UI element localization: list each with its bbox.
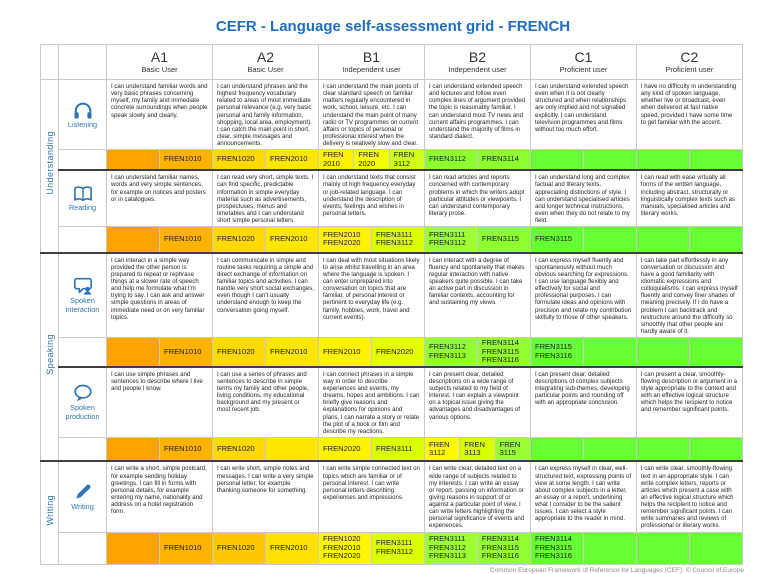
skill-empty-cell	[59, 338, 107, 367]
course-code: FREN	[358, 150, 379, 160]
course-code: 3112	[428, 448, 446, 458]
course-code: FREN1010	[163, 443, 202, 453]
level-header-a2	[212, 45, 318, 80]
course-code: 3115	[499, 448, 516, 458]
descriptor-cell-writing-c2: I can write clear, smoothly-flowing text in an appropriate style. I can write complex letters, reports or articles which present a case with an effective logical structure which helps the recipient to notice and remember significant points. I can write summaries and reviews of professional or literary works.	[636, 461, 742, 532]
descriptor-cell-writing-c1: I can express myself in clear, well-structured text, expressing points of view at some length. I can write about complex subjects in a letter, an essay or a report, underlining what I consider to be the salient issues. I can select a style appropriate to the reader in mind.	[530, 461, 636, 532]
level-user-type: Basic User	[247, 65, 284, 75]
skill-empty-cell	[59, 532, 107, 564]
course-code-cell	[159, 227, 212, 253]
course-code-cell	[636, 532, 689, 564]
course-code-cell	[530, 532, 583, 564]
course-code: FREN	[499, 439, 521, 449]
corner-skill-cell	[59, 45, 107, 80]
level-header-b2	[424, 45, 530, 80]
course-code-cell	[318, 227, 371, 253]
course-code: FREN1010	[163, 346, 202, 356]
course-code-cell	[159, 532, 212, 564]
course-code: FREN1010	[163, 234, 202, 244]
course-code-cell	[689, 338, 742, 367]
course-code: FREN2020	[375, 346, 414, 356]
skill-label: Writing	[71, 502, 94, 512]
course-code: FREN3112	[375, 547, 413, 557]
course-code: FREN2010	[269, 346, 308, 356]
course-code: FREN3113	[428, 551, 466, 561]
skill-empty-cell	[59, 437, 107, 461]
course-code-cell	[477, 338, 530, 367]
course-code: FREN3114	[534, 534, 572, 544]
course-code: FREN1020	[322, 534, 361, 544]
course-code-cell	[389, 150, 424, 171]
course-code: 3112	[393, 158, 410, 168]
descriptor-cell-spoken_production-a2: I can use a series of phrases and sentences to describe in simple terms my family and other people, living conditions, my educational background and my present or most recent job.	[212, 367, 318, 438]
grid-head	[41, 45, 743, 80]
skill-cell-listening	[59, 80, 107, 150]
course-code: FREN3113	[428, 350, 466, 360]
descriptor-cell-listening-b2: I can understand extended speech and lectures and follow even complex lines of argument provided the topic is reasonably familiar. I can understand most TV news and current affairs programmes. I can understand the majority of films in standard dialect.	[424, 80, 530, 150]
course-code-cell	[371, 338, 424, 367]
group-label-understanding	[41, 80, 59, 253]
course-code: FREN2010	[269, 542, 308, 552]
course-code-cell	[159, 437, 212, 461]
course-code: FREN2010	[322, 229, 361, 239]
level-header-a1	[107, 45, 213, 80]
course-code-cell	[689, 227, 742, 253]
course-code-cell	[424, 338, 477, 367]
course-code-cell	[265, 532, 318, 564]
course-code-cell	[265, 150, 318, 171]
descriptor-cell-spoken_interaction-a1: I can interact in a simple way provided the other person is prepared to repeat or rephrase things at a slower rate of speech and help me formulate what I'm trying to say. I can ask and answer simple questions in areas of immediate need or on very familiar topics.	[107, 253, 213, 338]
level-user-type: Independent user	[448, 65, 507, 75]
course-code-cell	[318, 150, 353, 171]
level-code: B2	[468, 48, 486, 65]
descriptor-cell-spoken_production-c1: I can present clear, detailed descriptions of complex subjects integrating sub-themes, developing particular points and rounding off with an appropriate conclusion.	[530, 367, 636, 438]
course-code-cell	[689, 532, 742, 564]
course-code: 3113	[464, 448, 481, 458]
course-code-cell	[265, 437, 318, 461]
descriptor-cell-spoken_production-c2: I can present a clear, smoothly-flowing description or argument in a style appropriate to the context and with an effective logical structure which helps the recipient to notice and remember significant points.	[636, 367, 742, 438]
descriptor-cell-reading-c2: I can read with ease virtually all forms of the written language, including abstract, structurally or linguistically complex texts such as manuals, specialised articles and literary works.	[636, 170, 742, 226]
course-code-cell	[477, 532, 530, 564]
course-code: FREN1020	[216, 542, 255, 552]
course-code-cell	[318, 437, 371, 461]
course-code: FREN3114	[481, 338, 519, 348]
descriptor-cell-reading-c1: I can understand long and complex factual and literary texts, appreciating distinctions of style. I can understand specialised articles and longer technical instructions, even when they do not relate to my field.	[530, 170, 636, 226]
course-code: FREN3114	[481, 534, 519, 544]
course-code: 2020	[358, 158, 376, 168]
descriptor-cell-listening-c1: I can understand extended speech even when it is not clearly structured and when relationships are only implied and not signalled explicitly. I can understand television programmes and films without too much effort.	[530, 80, 636, 150]
level-code: B1	[362, 48, 381, 65]
course-code-cell	[583, 338, 636, 367]
descriptor-cell-listening-a2: I can understand phrases and the highest frequency vocabulary related to areas of most immediate personal relevance (e.g. very basic personal and family information, shopping, local area, employment). I can catch the main point in short, clear, simple messages and announcements.	[212, 80, 318, 150]
speech-bubble-icon	[59, 383, 106, 403]
course-code: FREN2020	[322, 443, 361, 453]
course-code: FREN3116	[534, 350, 572, 360]
course-code-cell	[371, 532, 424, 564]
course-code-cell	[212, 150, 265, 171]
descriptor-cell-writing-a2: I can write short, simple notes and messages. I can write a very simple personal letter, for example thanking someone for something.	[212, 461, 318, 532]
descriptor-row-listening	[41, 80, 743, 150]
skill-empty-cell	[59, 150, 107, 171]
course-code: FREN2010	[269, 234, 308, 244]
descriptor-cell-spoken_interaction-c2: I can take part effortlessly in any conversation or discussion and have a good familiarity with idiomatic expressions and colloquialisms. I can express myself fluently and convey finer shades of meaning precisely. If I do have a problem I can backtrack and restructure around the difficulty so smoothly that other people are hardly aware of it.	[636, 253, 742, 338]
course-code: FREN	[393, 150, 415, 160]
course-code: FREN3115	[534, 542, 572, 552]
course-code-cell	[636, 437, 689, 461]
descriptor-cell-spoken_interaction-b2: I can interact with a degree of fluency and spontaneity that makes regular interaction with native speakers quite possible. I can take an active part in discussion in familiar contexts, accounting for and sustaining my views.	[424, 253, 530, 338]
skill-cell-writing	[59, 461, 107, 532]
skill-cell-spoken_interaction	[59, 253, 107, 338]
course-code: FREN3116	[534, 551, 572, 561]
level-user-type: Independent user	[342, 65, 401, 75]
course-code: FREN1010	[163, 154, 202, 164]
descriptor-cell-spoken_production-b2: I can present clear, detailed descriptions on a wide range of subjects related to my field of interest. I can explain a viewpoint on a topical issue giving the advantages and disadvantages of various options.	[424, 367, 530, 438]
course-code-cell	[530, 338, 583, 367]
descriptor-cell-writing-b2: I can write clear, detailed text on a wide range of subjects related to my interests. I can write an essay or report, passing on information or giving reasons in support of or against a particular point of view. I can write letters highlighting the personal significance of events and experiences.	[424, 461, 530, 532]
course-code-cell	[318, 532, 371, 564]
course-code-cell	[424, 532, 477, 564]
course-code: FREN3115	[481, 346, 519, 356]
footer-credit: Common European Framework of Reference for Languages (CEF): © Council of Europe	[489, 566, 744, 574]
course-code-row-reading	[41, 227, 743, 253]
level-user-type: Proficient user	[665, 65, 714, 75]
descriptor-cell-writing-a1: I can write a short, simple postcard, for example sending holiday greetings. I can fill in forms with personal details, for example entering my name, nationality and address on a hotel registration form.	[107, 461, 213, 532]
skill-label: Reading	[68, 203, 97, 213]
descriptor-cell-spoken_production-a1: I can use simple phrases and sentences to describe where I live and people I know.	[107, 367, 213, 438]
course-code: FREN1020	[216, 346, 255, 356]
course-code-cell	[583, 227, 636, 253]
course-code: FREN3115	[481, 542, 519, 552]
skill-cell-spoken_production	[59, 367, 107, 438]
course-code: FREN3111	[428, 229, 466, 239]
course-code-cell	[212, 532, 265, 564]
descriptor-cell-reading-a2: I can read very short, simple texts. I can find specific, predictable information in simple everyday material such as advertisements, prospectuses, menus and timetables and I can understand short simple personal letters.	[212, 170, 318, 226]
descriptor-row-spoken_production	[41, 367, 743, 438]
skill-empty-cell	[59, 227, 107, 253]
level-user-type: Basic User	[141, 65, 178, 75]
course-code-cell	[107, 150, 160, 171]
group-label-writing	[41, 461, 59, 564]
descriptor-cell-reading-b2: I can read articles and reports concerned with contemporary problems in which the writers adopt particular attitudes or viewpoints. I can understand contemporary literary prose.	[424, 170, 530, 226]
course-code-cell	[371, 437, 424, 461]
course-code-cell	[477, 150, 530, 171]
course-code-cell	[636, 227, 689, 253]
course-code-cell	[424, 227, 477, 253]
grid-body	[41, 80, 743, 565]
assessment-grid-table	[40, 44, 743, 565]
course-code: FREN	[464, 439, 485, 449]
course-code-cell	[583, 150, 636, 171]
level-header-c2	[636, 45, 742, 80]
course-code: FREN3116	[481, 551, 519, 561]
course-code: FREN3112	[428, 154, 466, 164]
course-code-cell	[689, 150, 742, 171]
course-code-cell	[530, 227, 583, 253]
course-code-cell	[636, 150, 689, 171]
group-label-text: Speaking	[44, 334, 55, 375]
course-code-cell	[107, 532, 160, 564]
course-code: FREN1020	[216, 234, 255, 244]
course-code: FREN2010	[322, 346, 361, 356]
descriptor-row-reading	[41, 170, 743, 226]
course-code: FREN3114	[481, 154, 519, 164]
descriptor-cell-listening-b1: I can understand the main points of clear standard speech on familiar matters regularly encountered in work, school, leisure, etc. I can understand the main point of many radio or TV programmes on current affairs or topics of personal or professional interest when the delivery is relatively slow and clear.	[318, 80, 424, 150]
course-code: FREN3115	[534, 342, 572, 352]
level-code: A1	[150, 48, 169, 65]
course-code-cell	[265, 227, 318, 253]
course-code-cell	[371, 227, 424, 253]
skill-label: Listening	[67, 119, 98, 129]
course-code-row-writing	[41, 532, 743, 564]
course-code-cell	[212, 338, 265, 367]
course-code-cell	[212, 227, 265, 253]
course-code-cell	[530, 437, 583, 461]
descriptor-cell-writing-b1: I can write simple connected text on topics which are familiar or of personal interest. I can write personal letters describing experiences and impressions.	[318, 461, 424, 532]
group-label-text: Writing	[44, 495, 55, 526]
course-code-cell	[354, 150, 389, 171]
level-header-row	[41, 45, 743, 80]
headphones-icon	[59, 100, 106, 120]
course-code: FREN3115	[534, 234, 572, 244]
course-code-row-listening	[41, 150, 743, 171]
open-book-icon	[59, 185, 106, 203]
course-code: FREN2020	[322, 238, 361, 248]
course-code: FREN1010	[163, 542, 202, 552]
course-code-cell	[212, 437, 265, 461]
course-code: FREN2010	[322, 542, 361, 552]
course-code: FREN3112	[428, 542, 466, 552]
level-user-type: Proficient user	[559, 65, 608, 75]
skill-cell-reading	[59, 170, 107, 226]
skill-label: Spoken interaction	[65, 296, 100, 314]
course-code: FREN2010	[269, 154, 308, 164]
course-code: FREN3112	[428, 238, 466, 248]
descriptor-cell-spoken_production-b1: I can connect phrases in a simple way in order to describe experiences and events, my dreams, hopes and ambitions. I can briefly give reasons and explanations for opinions and plans. I can narrate a story or relate the plot of a book or film and describe my reactions.	[318, 367, 424, 438]
descriptor-cell-reading-b1: I can understand texts that consist mainly of high frequency everyday or job-related language. I can understand the description of events, feelings and wishes in personal letters.	[318, 170, 424, 226]
course-code: FREN1020	[216, 443, 255, 453]
course-code-row-spoken_production	[41, 437, 743, 461]
course-code: FREN3112	[428, 342, 466, 352]
descriptor-cell-spoken_interaction-c1: I can express myself fluently and spontaneously without much obvious searching for expressions. I can use language flexibly and effectively for social and professional purposes. I can formulate ideas and opinions with precision and relate my contribution skilfully to those of other speakers.	[530, 253, 636, 338]
course-code-cell	[424, 150, 477, 171]
page-container	[40, 0, 746, 574]
course-code-cell	[460, 437, 495, 461]
course-code-cell	[107, 227, 160, 253]
course-code: FREN3111	[375, 443, 413, 453]
course-code: FREN	[428, 439, 450, 449]
course-code-cell	[477, 227, 530, 253]
course-code: FREN3112	[375, 238, 413, 248]
course-code-cell	[265, 338, 318, 367]
descriptor-cell-reading-a1: I can understand familiar names, words and very simple sentences, for example on notices and posters or in catalogues.	[107, 170, 213, 226]
level-header-c1	[530, 45, 636, 80]
course-code: 2010	[322, 158, 340, 168]
descriptor-cell-spoken_interaction-a2: I can communicate in simple and routine tasks requiring a simple and direct exchange of information on familiar topics and activities. I can handle very short social exchanges, even though I can't usually understand enough to keep the conversation going myself.	[212, 253, 318, 338]
course-code: FREN	[322, 150, 344, 160]
course-code-cell	[530, 150, 583, 171]
pen-icon	[59, 482, 106, 502]
page-title: CEFR - Language self-assessment grid - FRENCH	[215, 18, 571, 35]
level-code: A2	[256, 48, 275, 65]
course-code: FREN3116	[481, 355, 519, 365]
course-code-cell	[583, 532, 636, 564]
course-code-cell	[424, 437, 459, 461]
level-header-b1	[318, 45, 424, 80]
descriptor-cell-listening-c2: I have no difficulty in understanding any kind of spoken language, whether live or broadcast, even when delivered at fast native speed, provided I have some time to get familiar with the accent.	[636, 80, 742, 150]
course-code: FREN3115	[481, 234, 519, 244]
descriptor-row-spoken_interaction	[41, 253, 743, 338]
course-code: FREN3111	[428, 534, 466, 544]
course-code-cell	[495, 437, 530, 461]
level-code: C1	[574, 48, 593, 65]
course-code-cell	[583, 437, 636, 461]
group-label-speaking	[41, 253, 59, 462]
descriptor-row-writing	[41, 461, 743, 532]
course-code: FREN3111	[375, 538, 413, 548]
course-code-cell	[107, 338, 160, 367]
course-code-cell	[689, 437, 742, 461]
chat-person-icon	[59, 276, 106, 296]
course-code-cell	[159, 150, 212, 171]
course-code-cell	[318, 338, 371, 367]
group-label-text: Understanding	[44, 131, 55, 196]
course-code-row-spoken_interaction	[41, 338, 743, 367]
descriptor-cell-listening-a1: I can understand familiar words and very basic phrases concerning myself, my family and immediate concrete surroundings when people speak slowly and clearly.	[107, 80, 213, 150]
course-code: FREN3111	[375, 229, 413, 239]
level-code: C2	[680, 48, 699, 65]
course-code: FREN1020	[216, 154, 255, 164]
course-code: FREN2020	[322, 551, 361, 561]
skill-label: Spoken production	[65, 403, 100, 421]
corner-group-cell	[41, 45, 59, 80]
course-code-cell	[159, 338, 212, 367]
course-code-cell	[636, 338, 689, 367]
descriptor-cell-spoken_interaction-b1: I can deal with most situations likely to arise whilst travelling in an area where the language is spoken. I can enter unprepared into conversation on topics that are familiar, of personal interest or pertinent to everyday life (e.g. family, hobbies, work, travel and current events).	[318, 253, 424, 338]
course-code-cell	[107, 437, 160, 461]
